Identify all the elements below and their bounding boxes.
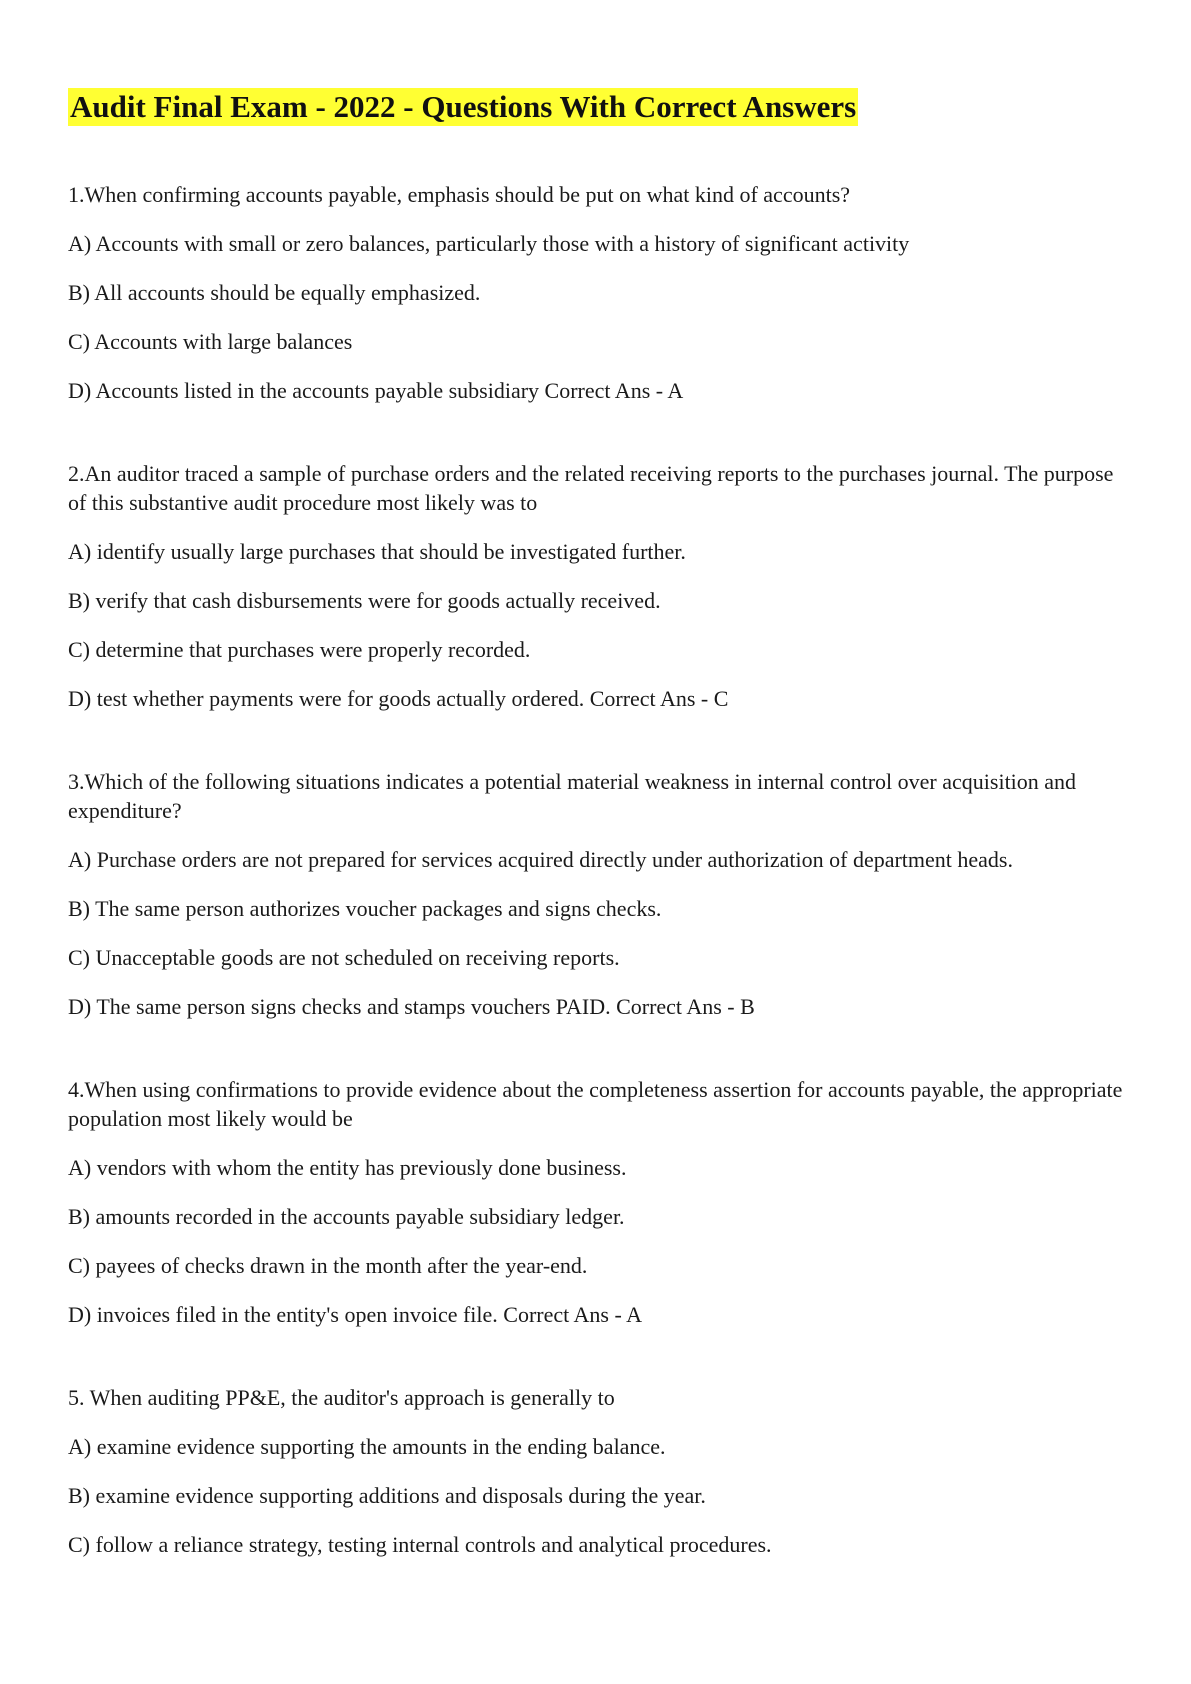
question-text: 5. When auditing PP&E, the auditor's approach is generally to	[68, 1385, 615, 1410]
question-1	[68, 180, 1128, 405]
option-b: B) amounts recorded in the accounts payable subsidiary ledger.	[68, 1204, 625, 1229]
option-d: D) The same person signs checks and stamps vouchers PAID. Correct Ans - B	[68, 994, 755, 1019]
option-c: C) Unacceptable goods are not scheduled on receiving reports.	[68, 945, 620, 970]
option-d: D) test whether payments were for goods actually ordered. Correct Ans - C	[68, 686, 729, 711]
question-3	[68, 767, 1128, 1021]
question-4	[68, 1075, 1128, 1329]
option-d: D) Accounts listed in the accounts payable subsidiary Correct Ans - A	[68, 378, 684, 403]
question-text: 4.When using confirmations to provide evidence about the completeness assertion for accounts payable, the appropriate population most likely would be	[68, 1077, 1123, 1131]
option-a: A) Purchase orders are not prepared for services acquired directly under authorization of department heads.	[68, 847, 1013, 872]
question-2	[68, 459, 1128, 713]
document-title: Audit Final Exam - 2022 - Questions With Correct Answers	[70, 89, 857, 124]
document-page	[68, 88, 1128, 1559]
option-c: C) determine that purchases were properly recorded.	[68, 637, 531, 662]
option-b: B) The same person authorizes voucher packages and signs checks.	[68, 896, 662, 921]
question-text: 2.An auditor traced a sample of purchase orders and the related receiving reports to the purchases journal. The purpose of this substantive audit procedure most likely was to	[68, 461, 1114, 515]
option-c: C) follow a reliance strategy, testing internal controls and analytical procedures.	[68, 1532, 772, 1557]
option-b: B) examine evidence supporting additions and disposals during the year.	[68, 1483, 706, 1508]
option-a: A) identify usually large purchases that should be investigated further.	[68, 539, 686, 564]
option-c: C) Accounts with large balances	[68, 329, 353, 354]
option-c: C) payees of checks drawn in the month after the year-end.	[68, 1253, 588, 1278]
question-text: 1.When confirming accounts payable, emphasis should be put on what kind of accounts?	[68, 182, 851, 207]
question-text: 3.Which of the following situations indicates a potential material weakness in internal control over acquisition and expenditure?	[68, 769, 1077, 823]
option-b: B) All accounts should be equally emphasized.	[68, 280, 481, 305]
question-5	[68, 1383, 1128, 1559]
option-a: A) examine evidence supporting the amounts in the ending balance.	[68, 1434, 666, 1459]
option-a: A) Accounts with small or zero balances, particularly those with a history of significant activity	[68, 231, 910, 256]
option-a: A) vendors with whom the entity has previously done business.	[68, 1155, 627, 1180]
option-d: D) invoices filed in the entity's open invoice file. Correct Ans - A	[68, 1302, 642, 1327]
option-b: B) verify that cash disbursements were for goods actually received.	[68, 588, 661, 613]
